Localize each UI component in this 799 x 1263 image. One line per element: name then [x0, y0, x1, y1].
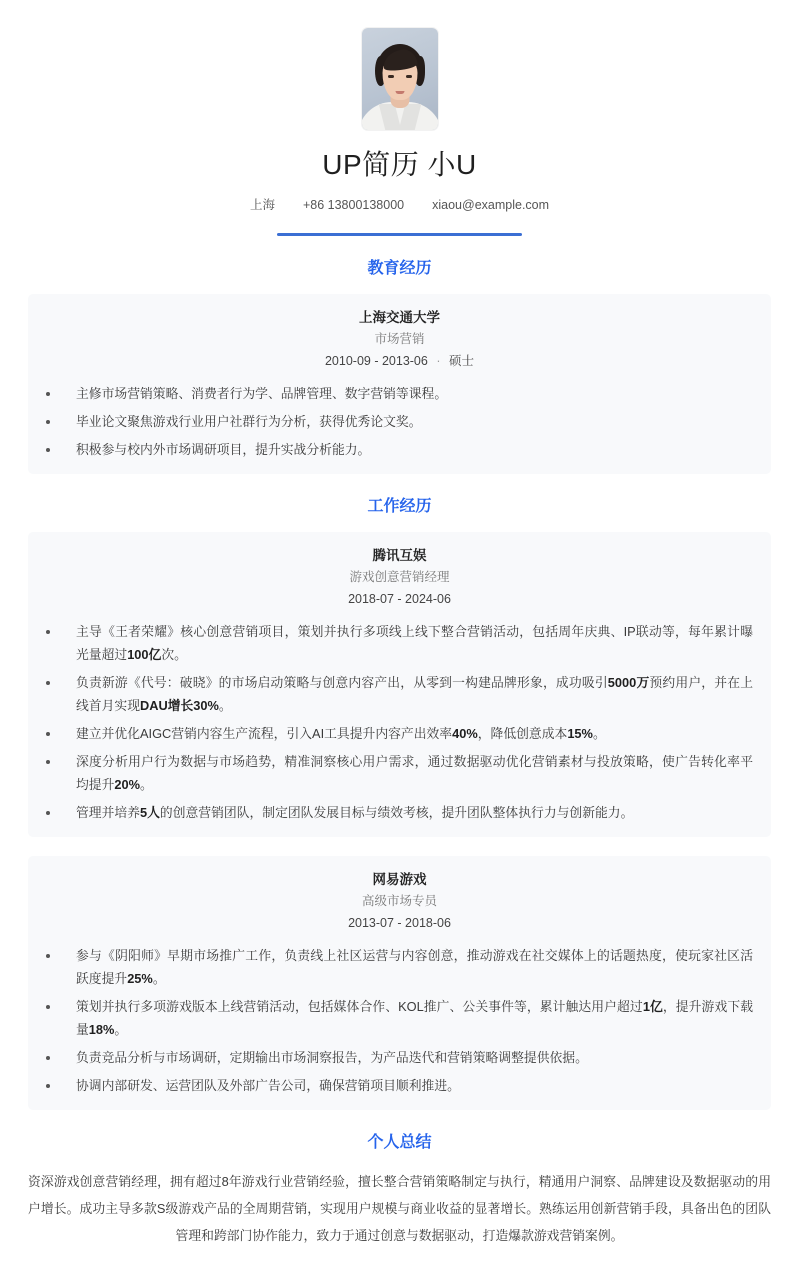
section-title-work: 工作经历 — [367, 498, 432, 515]
work-entry-header — [46, 870, 753, 933]
contact-email: xiaou@example.com — [432, 198, 550, 212]
work-entry — [28, 856, 771, 1110]
contact-info — [0, 196, 799, 214]
contact-phone: +86 13800138000 — [302, 198, 405, 212]
avatar-eye-left — [388, 75, 394, 78]
avatar — [362, 28, 438, 130]
work-company: 网易游戏 — [372, 872, 427, 887]
education-school: 上海交通大学 — [359, 310, 440, 325]
list-item: 负责竞品分析与市场调研，定期输出市场洞察报告，为产品迭代和营销策略调整提供依据。 — [46, 1046, 753, 1069]
list-item: 主导《王者荣耀》核心创意营销项目，策划并执行多项线上线下整合营销活动，包括周年庆典、IP联动等，每年累计曝光量超过100亿次。 — [46, 620, 753, 666]
contact-location: 上海 — [249, 198, 275, 212]
education-major: 市场营销 — [374, 332, 425, 346]
education-entry-header — [46, 308, 753, 371]
work-position: 高级市场专员 — [361, 894, 437, 908]
summary-paragraph: 资深游戏创意营销经理，拥有超过8年游戏行业营销经验，擅长整合营销策略制定与执行，精通用户洞察、品牌建设及数据驱动的用户增长。成功主导多款S级游戏产品的全周期营销，实现用户规模与商业收益的显著增长。熟练运用创新营销手段，具备出色的团队管理和跨部门协作能力，致力于通过创意与数据驱动，打造爆款游戏营销案例。 — [28, 1174, 771, 1243]
list-item: 毕业论文聚焦游戏行业用户社群行为分析，获得优秀论文奖。 — [46, 410, 753, 433]
work-bullets — [46, 944, 753, 1097]
work-position: 游戏创意营销经理 — [349, 570, 450, 584]
work-entry — [28, 532, 771, 837]
education-meta — [46, 351, 753, 371]
education-bullets — [46, 382, 753, 461]
header-divider — [277, 233, 522, 236]
photo-container — [0, 28, 799, 130]
list-item: 深度分析用户行为数据与市场趋势，精准洞察核心用户需求，通过数据驱动优化营销素材与投放策略，使广告转化率平均提升20%。 — [46, 750, 753, 796]
section-education — [0, 258, 799, 474]
page-title: UP简历 小U — [322, 149, 477, 180]
list-item: 参与《阴阳师》早期市场推广工作，负责线上社区运营与内容创意，推动游戏在社交媒体上的话题热度，使玩家社区活跃度提升25%。 — [46, 944, 753, 990]
list-item: 建立并优化AIGC营销内容生产流程，引入AI工具提升内容产出效率40%，降低创意成本15%。 — [46, 722, 753, 745]
list-item: 积极参与校内外市场调研项目，提升实战分析能力。 — [46, 438, 753, 461]
list-item: 协调内部研发、运营团队及外部广告公司，确保营销项目顺利推进。 — [46, 1074, 753, 1097]
work-entry-header — [46, 546, 753, 609]
section-summary — [0, 1132, 799, 1249]
work-bullets — [46, 620, 753, 824]
section-work — [0, 496, 799, 1110]
work-company: 腾讯互娱 — [372, 548, 427, 563]
header-divider-container — [0, 233, 799, 236]
avatar-eye-right — [406, 75, 412, 78]
section-title-summary: 个人总结 — [367, 1134, 432, 1151]
section-title-education: 教育经历 — [367, 260, 432, 277]
meta-separator: · — [436, 354, 441, 368]
work-date: 2013-07 - 2018-06 — [348, 916, 451, 930]
education-entry — [28, 294, 771, 474]
education-degree: 硕士 — [448, 354, 474, 368]
resume-header — [0, 0, 799, 236]
list-item: 主修市场营销策略、消费者行为学、品牌管理、数字营销等课程。 — [46, 382, 753, 405]
education-date: 2010-09 - 2013-06 — [324, 354, 428, 368]
list-item: 管理并培养5人的创意营销团队，制定团队发展目标与绩效考核，提升团队整体执行力与创新能力。 — [46, 801, 753, 824]
work-date: 2018-07 - 2024-06 — [348, 592, 451, 606]
list-item: 策划并执行多项游戏版本上线营销活动，包括媒体合作、KOL推广、公关事件等，累计触达用户超过1亿，提升游戏下载量18%。 — [46, 995, 753, 1041]
list-item: 负责新游《代号：破晓》的市场启动策略与创意内容产出，从零到一构建品牌形象，成功吸引5000万预约用户，并在上线首月实现DAU增长30%。 — [46, 671, 753, 717]
